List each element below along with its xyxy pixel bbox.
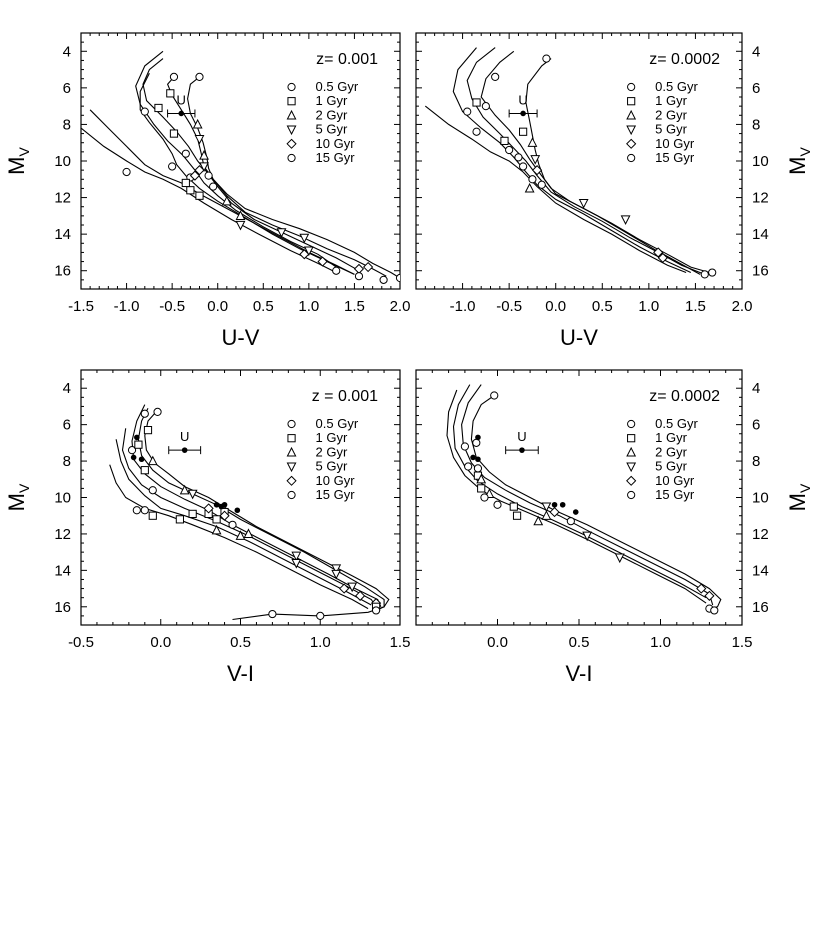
marker-circle bbox=[482, 103, 489, 110]
marker-circle bbox=[481, 494, 488, 501]
marker-triangle-down bbox=[627, 126, 635, 134]
legend-label: 5 Gyr bbox=[655, 458, 687, 474]
x-axis-title: U-V bbox=[560, 325, 598, 350]
x-tick-label: 1.5 bbox=[343, 298, 365, 315]
marker-circle bbox=[628, 491, 635, 498]
marker-triangle-up bbox=[236, 531, 244, 539]
marker-square bbox=[176, 516, 183, 523]
y-tick-label: 4 bbox=[62, 380, 71, 398]
legend-label: 15 Gyr bbox=[315, 487, 355, 502]
marker-circle bbox=[628, 420, 635, 427]
marker-circle bbox=[288, 420, 295, 427]
y-tick-label: 12 bbox=[752, 189, 769, 207]
marker-circle bbox=[492, 73, 499, 80]
star-u-point bbox=[182, 447, 188, 453]
marker-circle bbox=[520, 163, 527, 170]
legend-label: 2 Gyr bbox=[655, 107, 687, 123]
marker-circle bbox=[380, 276, 387, 283]
marker-circle bbox=[529, 176, 536, 183]
marker-circle bbox=[628, 83, 635, 90]
x-tick-label: -1.0 bbox=[113, 298, 140, 315]
observed-star bbox=[134, 435, 140, 441]
x-tick-label: 1.0 bbox=[650, 634, 671, 651]
x-tick-label: 1.0 bbox=[298, 298, 320, 315]
x-axis-title: V-I bbox=[227, 661, 254, 686]
marker-circle bbox=[474, 465, 481, 472]
legend-label: 10 Gyr bbox=[315, 472, 355, 488]
marker-circle bbox=[149, 487, 156, 494]
marker-circle bbox=[333, 267, 340, 274]
panel-title: z= 0.0002 bbox=[649, 388, 720, 405]
x-tick-label: 2.0 bbox=[389, 298, 411, 315]
observed-star bbox=[214, 502, 220, 508]
x-tick-label: 0.0 bbox=[545, 298, 567, 315]
observed-star bbox=[131, 455, 137, 461]
legend-label: 0.5 Gyr bbox=[315, 416, 359, 431]
marker-triangle-down bbox=[292, 559, 300, 567]
y-tick-label: 4 bbox=[62, 43, 71, 61]
star-u-point bbox=[178, 111, 184, 117]
x-tick-label: 1.0 bbox=[638, 298, 660, 315]
y-tick-label: 16 bbox=[54, 262, 71, 280]
x-tick-label: -1.5 bbox=[68, 298, 94, 315]
x-tick-label: 1.5 bbox=[731, 634, 753, 651]
observed-star bbox=[470, 455, 476, 461]
legend-label: 0.5 Gyr bbox=[655, 79, 698, 94]
isochrone-line bbox=[81, 128, 336, 272]
marker-square bbox=[501, 137, 508, 144]
marker-square bbox=[187, 187, 194, 194]
marker-triangle-down bbox=[583, 532, 591, 540]
observed-star bbox=[552, 502, 558, 508]
y-tick-label: 8 bbox=[752, 453, 761, 471]
marker-circle bbox=[567, 518, 574, 525]
y-tick-label: 10 bbox=[54, 153, 71, 170]
panel-title: z= 0.001 bbox=[316, 51, 378, 68]
marker-circle bbox=[355, 273, 362, 280]
x-tick-label: 1.5 bbox=[389, 634, 411, 651]
y-tick-label: 16 bbox=[752, 262, 769, 280]
marker-square bbox=[213, 516, 220, 523]
y-axis-title: $M_V$ bbox=[785, 483, 813, 512]
y-tick-label: 6 bbox=[62, 79, 71, 97]
x-tick-label: 2.0 bbox=[731, 298, 753, 315]
marker-circle bbox=[464, 108, 471, 115]
marker-square bbox=[513, 512, 520, 519]
marker-circle bbox=[210, 183, 217, 190]
x-axis-title: V-I bbox=[565, 661, 593, 686]
chart-panel bbox=[416, 370, 813, 686]
marker-diamond bbox=[627, 476, 636, 485]
star-u-point bbox=[520, 111, 526, 117]
marker-square bbox=[478, 485, 485, 492]
marker-circle bbox=[628, 154, 635, 161]
legend-label: 1 Gyr bbox=[655, 93, 687, 109]
marker-square bbox=[144, 427, 151, 434]
marker-circle bbox=[182, 150, 189, 157]
marker-square bbox=[155, 104, 162, 111]
marker-triangle-down bbox=[616, 554, 624, 562]
marker-square bbox=[628, 435, 635, 442]
marker-square bbox=[288, 435, 295, 442]
marker-circle bbox=[396, 274, 403, 281]
marker-square bbox=[628, 98, 635, 105]
y-tick-label: 10 bbox=[54, 489, 71, 507]
legend-label: 2 Gyr bbox=[655, 444, 687, 460]
marker-square bbox=[189, 510, 196, 517]
marker-circle bbox=[196, 73, 203, 80]
legend-label: 15 Gyr bbox=[315, 150, 355, 165]
marker-circle bbox=[141, 108, 148, 115]
legend-label: 5 Gyr bbox=[315, 458, 348, 474]
y-tick-label: 10 bbox=[752, 489, 769, 507]
isochrone-line bbox=[425, 106, 686, 272]
panel-title: z = 0.001 bbox=[311, 388, 378, 405]
y-tick-label: 6 bbox=[62, 416, 71, 434]
marker-circle bbox=[465, 463, 472, 470]
isochrone-line bbox=[188, 77, 400, 278]
x-tick-label: 1.0 bbox=[309, 634, 331, 651]
marker-circle bbox=[461, 443, 468, 450]
observed-star bbox=[573, 509, 579, 515]
marker-square bbox=[182, 179, 189, 186]
chart-panel bbox=[4, 370, 410, 686]
marker-circle bbox=[141, 410, 148, 417]
marker-circle bbox=[288, 491, 295, 498]
y-axis-title: $M_V$ bbox=[785, 147, 813, 175]
x-tick-label: 1.5 bbox=[684, 298, 706, 315]
y-tick-label: 14 bbox=[54, 226, 71, 244]
legend-label: 1 Gyr bbox=[315, 430, 348, 446]
y-tick-label: 4 bbox=[752, 43, 761, 61]
marker-triangle-up bbox=[149, 457, 157, 465]
y-tick-label: 4 bbox=[752, 380, 761, 398]
observed-star bbox=[475, 456, 481, 462]
marker-diamond bbox=[627, 139, 636, 148]
x-tick-label: -0.5 bbox=[68, 634, 94, 651]
marker-triangle-up bbox=[181, 486, 189, 494]
marker-square bbox=[141, 467, 148, 474]
marker-diamond bbox=[355, 264, 364, 273]
marker-triangle-down bbox=[621, 216, 629, 224]
marker-triangle-up bbox=[287, 448, 295, 456]
y-tick-label: 14 bbox=[752, 226, 769, 244]
marker-circle bbox=[288, 154, 295, 161]
marker-triangle-up bbox=[526, 184, 534, 192]
y-tick-label: 6 bbox=[752, 416, 761, 434]
panel-title: z= 0.0002 bbox=[649, 51, 720, 68]
x-tick-label: 0.0 bbox=[207, 298, 229, 315]
y-tick-label: 16 bbox=[752, 598, 769, 616]
marker-circle bbox=[543, 55, 550, 62]
isochrone-line bbox=[168, 77, 387, 276]
marker-triangle-down bbox=[189, 490, 197, 498]
x-tick-label: 0.5 bbox=[591, 298, 613, 315]
marker-circle bbox=[711, 607, 718, 614]
marker-circle bbox=[141, 507, 148, 514]
marker-circle bbox=[538, 181, 545, 188]
chart-panel bbox=[4, 33, 410, 350]
legend-label: 1 Gyr bbox=[655, 430, 687, 446]
star-u-label: U bbox=[179, 429, 190, 445]
marker-triangle-up bbox=[244, 530, 252, 538]
marker-square bbox=[196, 192, 203, 199]
marker-circle bbox=[701, 271, 708, 278]
marker-circle bbox=[170, 73, 177, 80]
legend-label: 10 Gyr bbox=[655, 135, 695, 151]
y-tick-label: 8 bbox=[62, 453, 71, 471]
legend-label: 0.5 Gyr bbox=[315, 79, 359, 94]
star-u-label: U bbox=[517, 429, 527, 445]
marker-diamond bbox=[287, 476, 296, 485]
legend-label: 2 Gyr bbox=[315, 444, 348, 460]
legend-label: 15 Gyr bbox=[655, 150, 695, 165]
legend-label: 5 Gyr bbox=[655, 121, 687, 137]
y-axis-title: $M_V$ bbox=[4, 483, 32, 512]
x-tick-label: 0.5 bbox=[252, 298, 274, 315]
marker-circle bbox=[491, 392, 498, 399]
y-tick-label: 12 bbox=[752, 525, 769, 543]
marker-circle bbox=[205, 172, 212, 179]
legend-label: 2 Gyr bbox=[315, 107, 348, 123]
x-tick-label: 0.5 bbox=[568, 634, 590, 651]
marker-circle bbox=[288, 83, 295, 90]
legend-label: 0.5 Gyr bbox=[655, 416, 698, 431]
legend-label: 5 Gyr bbox=[315, 121, 348, 137]
marker-triangle-up bbox=[542, 511, 550, 519]
star-u-label: U bbox=[176, 92, 186, 108]
marker-square bbox=[520, 128, 527, 135]
marker-triangle-down bbox=[300, 234, 308, 242]
marker-square bbox=[167, 90, 174, 97]
y-tick-label: 12 bbox=[54, 189, 71, 207]
marker-triangle-down bbox=[287, 463, 295, 471]
observed-star bbox=[475, 435, 481, 441]
y-tick-label: 8 bbox=[752, 116, 761, 134]
marker-triangle-up bbox=[212, 526, 220, 534]
marker-diamond bbox=[287, 139, 296, 148]
x-tick-label: 0.0 bbox=[150, 634, 172, 651]
marker-square bbox=[135, 441, 142, 448]
marker-circle bbox=[169, 163, 176, 170]
marker-circle bbox=[133, 507, 140, 514]
legend-label: 10 Gyr bbox=[655, 472, 695, 488]
marker-circle bbox=[506, 146, 513, 153]
observed-star bbox=[222, 502, 228, 508]
marker-circle bbox=[709, 269, 716, 276]
x-tick-label: -1.0 bbox=[449, 298, 476, 315]
marker-circle bbox=[154, 408, 161, 415]
y-tick-label: 10 bbox=[752, 153, 769, 170]
marker-triangle-down bbox=[627, 463, 635, 471]
observed-star bbox=[139, 456, 145, 462]
x-tick-label: -0.5 bbox=[496, 298, 523, 315]
y-tick-label: 14 bbox=[752, 562, 769, 580]
marker-circle bbox=[494, 501, 501, 508]
marker-circle bbox=[473, 439, 480, 446]
marker-triangle-down bbox=[580, 199, 588, 207]
observed-star bbox=[560, 502, 566, 508]
legend-label: 10 Gyr bbox=[315, 135, 355, 151]
y-tick-label: 12 bbox=[54, 525, 71, 543]
marker-circle bbox=[372, 607, 379, 614]
marker-circle bbox=[269, 610, 276, 617]
y-tick-label: 8 bbox=[62, 116, 71, 134]
marker-triangle-up bbox=[287, 111, 295, 119]
x-axis-title: U-V bbox=[221, 325, 260, 350]
marker-diamond bbox=[364, 263, 373, 272]
legend-label: 1 Gyr bbox=[315, 93, 348, 109]
marker-triangle-down bbox=[287, 126, 295, 134]
observed-star bbox=[235, 507, 241, 513]
marker-circle bbox=[317, 612, 324, 619]
marker-square bbox=[170, 130, 177, 137]
marker-triangle-up bbox=[627, 448, 635, 456]
marker-square bbox=[288, 98, 295, 105]
x-tick-label: -0.5 bbox=[159, 298, 186, 315]
marker-triangle-up bbox=[528, 138, 536, 146]
star-u-label: U bbox=[518, 92, 528, 108]
y-axis-title: $M_V$ bbox=[4, 147, 32, 175]
y-tick-label: 6 bbox=[752, 79, 761, 97]
marker-square bbox=[473, 99, 480, 106]
marker-circle bbox=[229, 521, 236, 528]
marker-square bbox=[149, 512, 156, 519]
x-tick-label: 0.5 bbox=[230, 634, 251, 651]
marker-square bbox=[510, 503, 517, 510]
marker-circle bbox=[515, 154, 522, 161]
marker-circle bbox=[123, 168, 130, 175]
chart-panel bbox=[416, 33, 813, 350]
y-tick-label: 16 bbox=[54, 598, 71, 616]
star-u-point bbox=[519, 447, 525, 453]
x-tick-label: 0.0 bbox=[487, 634, 508, 651]
legend-label: 15 Gyr bbox=[655, 487, 695, 502]
marker-circle bbox=[473, 128, 480, 135]
marker-triangle-up bbox=[627, 111, 635, 119]
y-tick-label: 14 bbox=[54, 562, 71, 580]
